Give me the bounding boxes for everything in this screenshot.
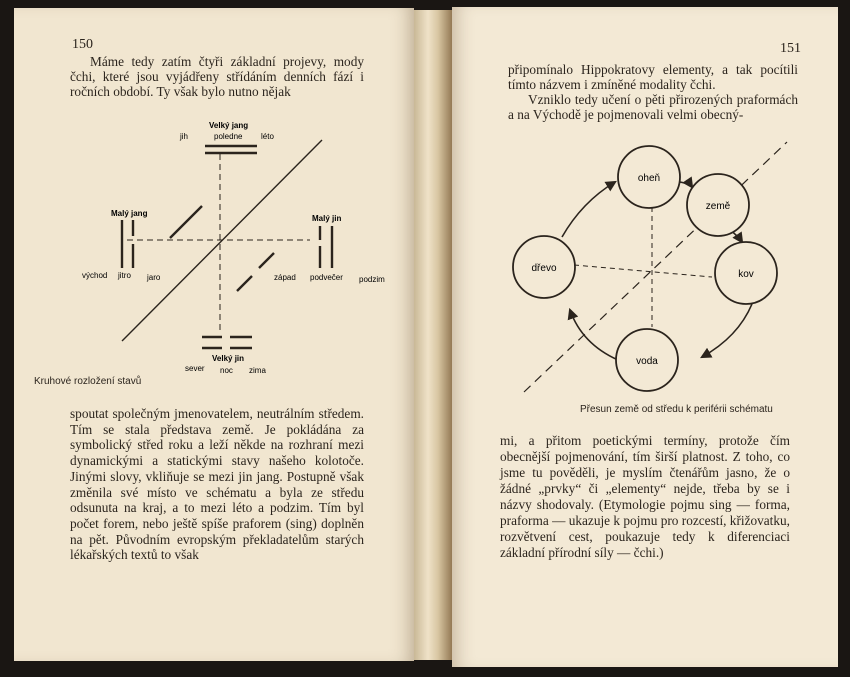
diagonal-dash	[170, 206, 202, 238]
label-maly-jin: Malý jin	[312, 214, 342, 223]
book-spine	[414, 10, 454, 660]
arrow-voda-to-drevo	[570, 310, 618, 360]
page-number-right: 151	[780, 41, 801, 56]
left-figure-caption: Kruhové rozložení stavů	[34, 376, 142, 387]
right-page	[452, 7, 838, 667]
horizontal-dashed-line	[574, 265, 712, 277]
label-kov: kov	[738, 269, 754, 280]
label-maly-jang: Malý jang	[111, 209, 148, 218]
five-elements-diagram	[512, 132, 812, 402]
arrow-ohen-to-zeme	[680, 182, 692, 187]
label-velky-jin: Velký jin	[212, 354, 245, 363]
label-vychod: východ	[82, 271, 108, 280]
label-poledne: poledne	[214, 132, 243, 141]
label-podzim: podzim	[359, 275, 385, 284]
label-ohen: oheň	[637, 173, 661, 184]
arrow-drevo-to-ohen	[562, 182, 615, 237]
right-bottom-paragraph: mi, a přitom poetickými termíny, protože čím obecnější pojmenování, tím širší platnost. Z toho, co jsme tu pověděli, je myslím čtenářům jasno, že o žádné „prvky“ či „elementy“ nejde, třeba by se i názvy shodovaly. (Etymologie pojmu sing — forma, praforma — ukazuje k pojmu pro rozcestí, křižovatku, rozvětvení cest, poukazuje tedy k diferenciaci základní přírodní síly — čchi.)	[500, 433, 790, 560]
label-drevo: dřevo	[531, 263, 557, 274]
label-jitro: jitro	[118, 271, 131, 280]
right-top-paragraph-1: připomínalo Hippokratovy elementy, a tak pocítili tímto názvem i zmíněné modality čchi.	[508, 62, 798, 92]
label-velky-jang: Velký jang	[209, 121, 249, 130]
label-podvecer: podvečer	[310, 273, 343, 282]
left-page	[14, 8, 414, 661]
left-top-paragraph: Máme tedy zatím čtyři základní projevy, mody čchi, které jsou vyjádřeny střídáním denních fází i ročních období. Ty však bylo nutno nějak	[70, 54, 364, 99]
diagonal-dash	[259, 253, 274, 268]
left-bottom-paragraph: spoutat společným jmenovatelem, neutrálním středem. Tím se stala představa země. Je pokládána za symbolický střed roku a leží někde na rozhraní mezi dynamickými a statickými stavy našeho kolotoče. Jinými slovy, vkliňuje se mezi jin jang. Postupně však změnila své místo ve schématu a byla ze středu odsunuta na kraj, a to mezi léto a podzim. Tím byl počet forem, nebo ještě spíše praforem (sing) doplněn na pět. Původním evropským překladatelům starých lékařských textů to však	[70, 406, 364, 563]
label-zapad: západ	[274, 273, 296, 282]
right-top-paragraph-2: Vzniklo tedy učení o pěti přirozených praformách a na Východě je pojmenovali velmi obecný-	[508, 92, 798, 122]
label-zeme: země	[705, 201, 731, 212]
page-number-left: 150	[72, 37, 93, 52]
diagonal-dash	[237, 276, 252, 291]
label-jaro: jaro	[147, 273, 161, 282]
label-noc: noc	[220, 366, 233, 375]
label-voda: voda	[636, 356, 658, 367]
label-leto: léto	[261, 132, 274, 141]
label-jih: jih	[180, 132, 189, 141]
label-sever: sever	[185, 364, 205, 373]
label-zima: zima	[249, 366, 266, 375]
right-figure-caption: Přesun země od středu k periférii schématu	[580, 404, 773, 415]
arrow-kov-to-voda	[702, 304, 752, 357]
circular-states-diagram	[62, 108, 392, 380]
